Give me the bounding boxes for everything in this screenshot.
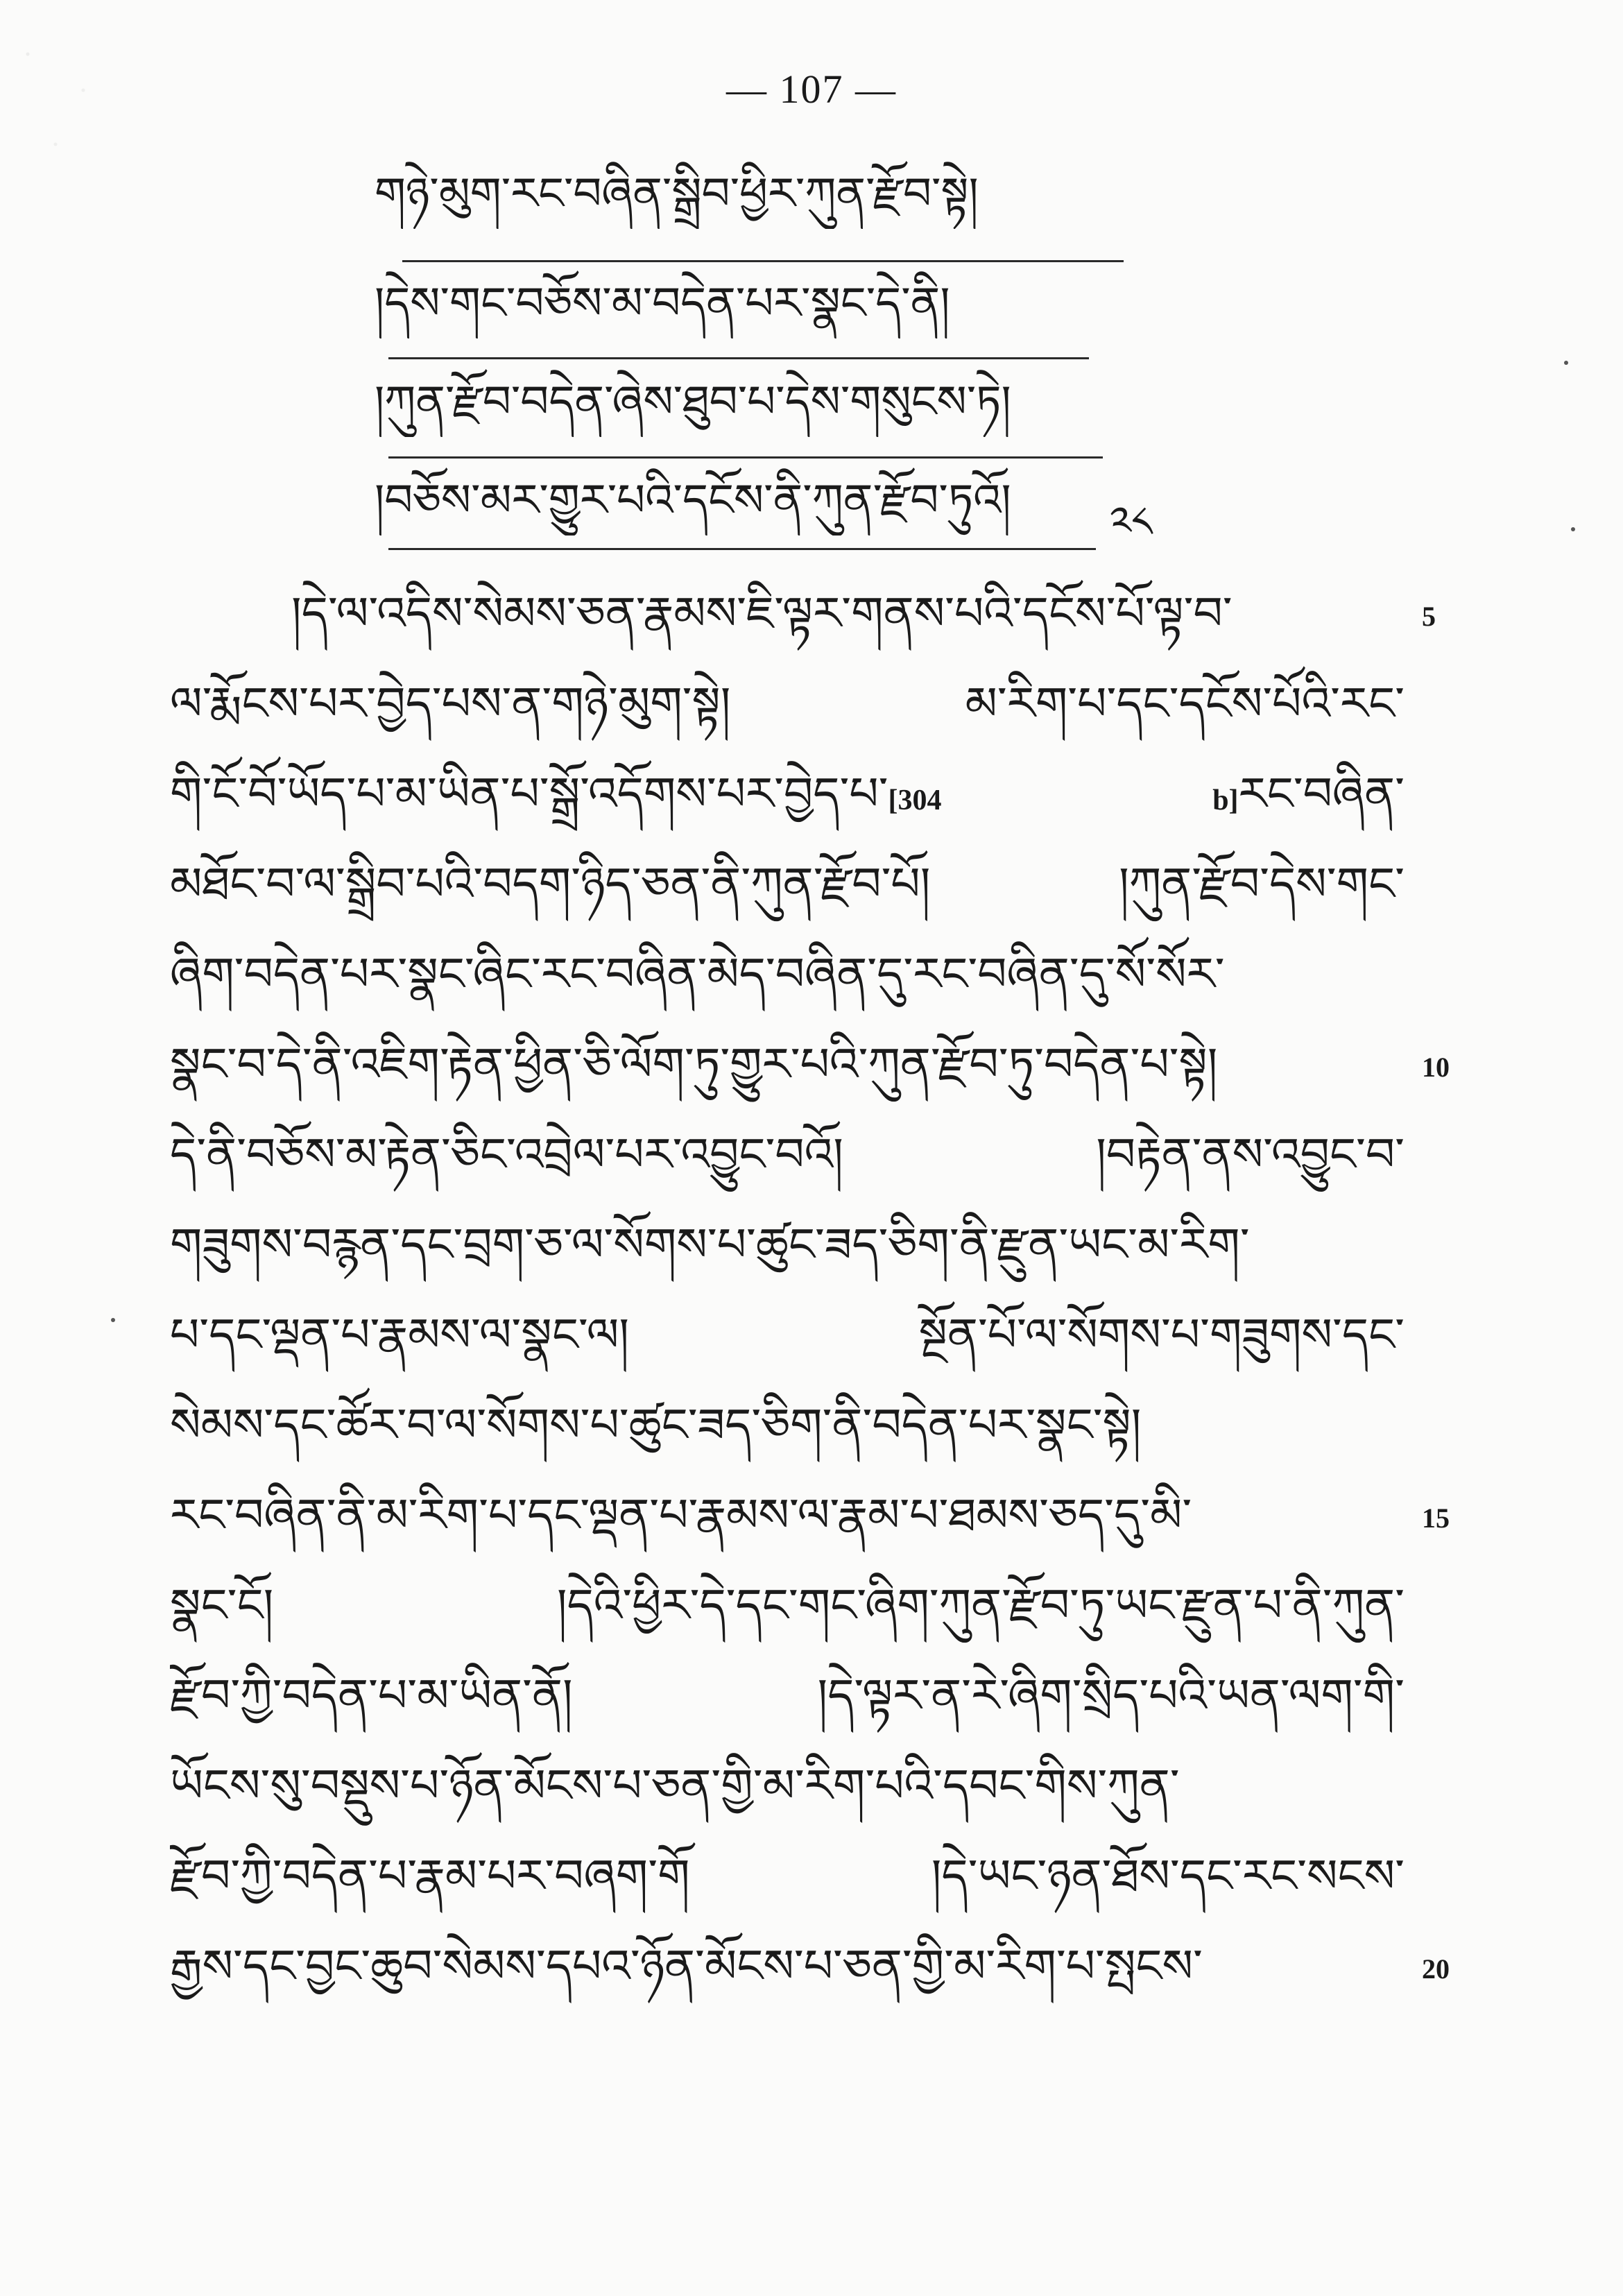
prose-line-13: རྫོབ་ཀྱི་བདེན་པ་མ་ཡིན་ནོ། །དེ་ལྟར་ན་རེ་ཞིག་སྲིད་པའི་ཡན་ལག་གི་: [170, 1669, 1405, 1722]
line-number-20: 20: [1422, 1953, 1450, 1985]
prose-line-11: རང་བཞིན་ནི་མ་རིག་པ་དང་ལྡན་པ་རྣམས་ལ་རྣམ་པ་ཐམས་ཅད་དུ་མི་: [170, 1489, 1192, 1542]
print-speck: [111, 1318, 115, 1322]
prose-line-1: །དེ་ལ་འདིས་སེམས་ཅན་རྣམས་ཇི་ལྟར་གནས་པའི་དངོས་པོ་ལྟ་བ་: [291, 587, 1233, 640]
verse-rule: [402, 260, 1124, 262]
verse-line-3: །ཀུན་རྫོབ་བདེན་ཞེས་ཐུབ་པ་དེས་གསུངས་ཏེ།: [375, 377, 1011, 428]
print-speck: [1571, 527, 1575, 531]
prose-line-14: ཡོངས་སུ་བསྡུས་པ་ཉོན་མོངས་པ་ཅན་གྱི་མ་རིག་པའི་དབང་གིས་ཀུན་: [170, 1759, 1180, 1813]
prose-line-10: སེམས་དང་ཚོར་བ་ལ་སོགས་པ་ཚུང་ཟད་ཅིག་ནི་བདེན་པར་སྣང་སྟེ།: [170, 1398, 1142, 1452]
verse-line-2: །དེས་གང་བཅོས་མ་བདེན་པར་སྣང་དེ་ནི།: [375, 278, 950, 329]
verse-number: ༢༨: [1110, 498, 1153, 547]
prose-line-12: སྣང་ངོ། །དེའི་ཕྱིར་དེ་དང་གང་ཞིག་ཀུན་རྫོབ་ཏུ་ཡང་རྫུན་པ་ནི་ཀུན་: [170, 1579, 1405, 1632]
prose-line-3: [170, 749, 1405, 839]
prose-line-6: སྣང་བ་དེ་ནི་འཇིག་རྟེན་ཕྱིན་ཅི་ལོག་ཏུ་གྱུར་པའི་ཀུན་རྫོབ་ཏུ་བདེན་པ་སྟེ།: [170, 1038, 1218, 1091]
line-number-5: 5: [1422, 601, 1436, 632]
folio-marker: [304 b]: [888, 785, 1239, 816]
prose-line-2: ལ་རྨོངས་པར་བྱེད་པས་ན་གཉེ་མུག་སྟེ། མ་རིག་པ་དང་དངོས་པོའི་རང་: [170, 677, 1405, 730]
prose-line-4: མཐོང་བ་ལ་སྒྲིབ་པའི་བདག་ཉིད་ཅན་ནི་ཀུན་རྫོབ་པོ། །ཀུན་རྫོབ་དེས་གང་: [170, 857, 1405, 911]
prose-line-16: རྒྱས་དང་བྱང་ཆུབ་སེམས་དཔའ་ཉོན་མོངས་པ་ཅན་གྱི་མ་རིག་པ་སྤངས་: [170, 1939, 1203, 1993]
prose-line-9: པ་དང་ལྡན་པ་རྣམས་ལ་སྣང་ལ། སྔོན་པོ་ལ་སོགས་པ་གཟུགས་དང་: [170, 1308, 1405, 1362]
prose-line-15: རྫོབ་ཀྱི་བདེན་པ་རྣམ་པར་བཞག་གོ །དེ་ཡང་ཉན་ཐོས་དང་རང་སངས་: [170, 1849, 1405, 1903]
prose-line-7: དེ་ནི་བཅོས་མ་རྟེན་ཅིང་འབྲེལ་པར་འབྱུང་བའོ། །བརྟེན་ནས་འབྱུང་བ་: [170, 1128, 1405, 1181]
verse-rule: [388, 456, 1103, 459]
line-number-10: 10: [1422, 1052, 1450, 1083]
prose-text: གི་ངོ་བོ་ཡོད་པ་མ་ཡིན་པ་སྒྲོ་འདོགས་པར་བྱེད་པ་: [170, 767, 888, 821]
page-number: — 107 —: [726, 67, 897, 112]
verse-line-4: །བཅོས་མར་གྱུར་པའི་དངོས་ནི་ཀུན་རྫོབ་ཏུའོ།: [375, 475, 1011, 526]
line-number-15: 15: [1422, 1502, 1450, 1534]
verse-rule: [388, 357, 1089, 359]
prose-text: རང་བཞིན་: [1238, 767, 1405, 821]
verse-line-1: གཉེ་མུག་རང་བཞིན་སྒྲིབ་ཕྱིར་ཀུན་རྫོབ་སྟེ།: [375, 169, 979, 220]
print-speck: [1564, 361, 1568, 365]
verse-rule: [388, 548, 1096, 550]
prose-line-8: གཟུགས་བརྙན་དང་བྲག་ཅ་ལ་སོགས་པ་ཚུང་ཟད་ཅིག་ནི་རྫུན་ཡང་མ་རིག་: [170, 1218, 1250, 1271]
prose-line-5: ཞིག་བདེན་པར་སྣང་ཞིང་རང་བཞིན་མེད་བཞིན་དུ་རང་བཞིན་དུ་སོ་སོར་: [170, 948, 1225, 1001]
